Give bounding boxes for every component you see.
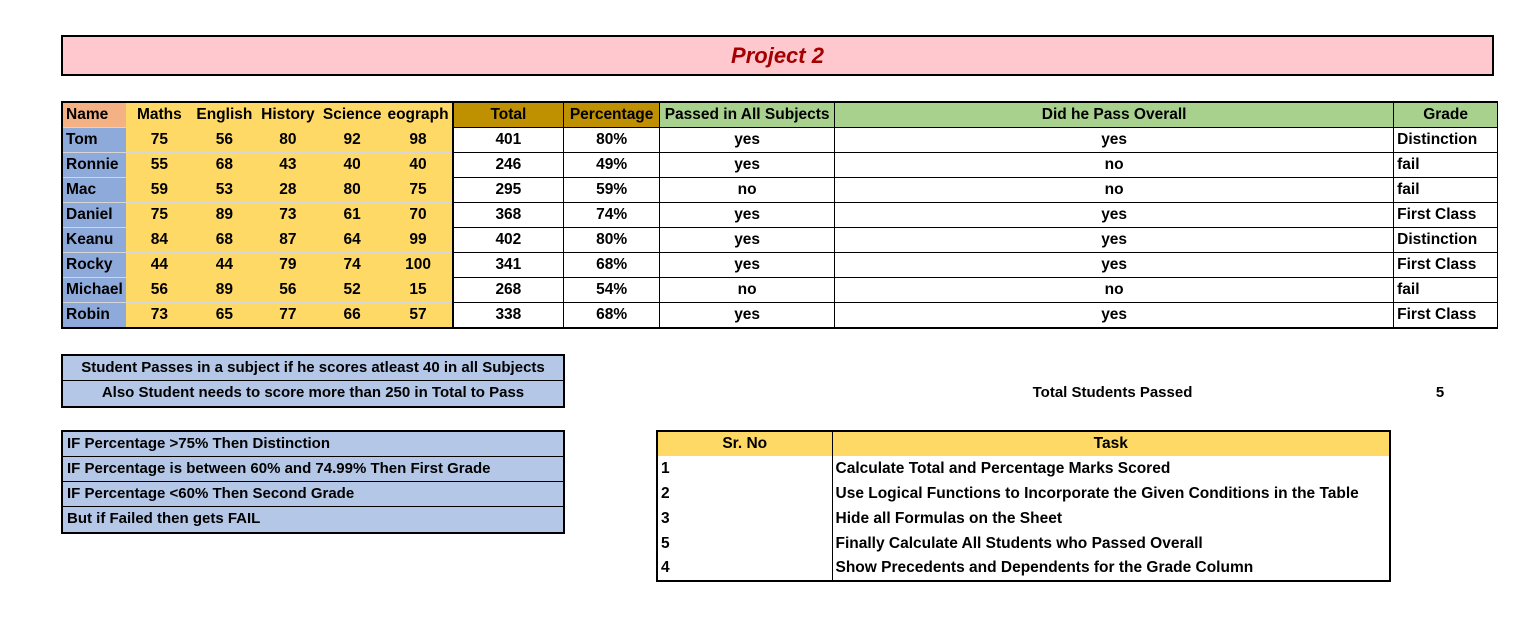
cell-grade[interactable]: Distinction bbox=[1394, 228, 1498, 253]
task-description[interactable]: Hide all Formulas on the Sheet bbox=[835, 509, 1063, 527]
cell-passed-all-subjects[interactable]: no bbox=[660, 178, 835, 203]
header-maths[interactable]: Maths bbox=[126, 102, 193, 128]
cell-history[interactable]: 56 bbox=[256, 278, 320, 303]
cell-grade[interactable]: fail bbox=[1394, 278, 1498, 303]
cell-history[interactable]: 43 bbox=[256, 153, 320, 178]
cell-total[interactable]: 368 bbox=[453, 203, 564, 228]
cell-percentage[interactable]: 59% bbox=[564, 178, 660, 203]
cell-english[interactable]: 53 bbox=[193, 178, 256, 203]
cell-name[interactable]: Keanu bbox=[62, 228, 126, 253]
cell-history[interactable]: 77 bbox=[256, 303, 320, 329]
cell-english[interactable]: 89 bbox=[193, 203, 256, 228]
header-english[interactable]: English bbox=[193, 102, 256, 128]
cell-maths[interactable]: 55 bbox=[126, 153, 193, 178]
cell-name[interactable]: Rocky bbox=[62, 253, 126, 278]
cell-passed-all-subjects[interactable]: yes bbox=[660, 203, 835, 228]
header-science[interactable]: Science bbox=[320, 102, 385, 128]
cell-percentage[interactable]: 68% bbox=[564, 253, 660, 278]
tasks-header-row bbox=[657, 431, 1390, 456]
cell-english[interactable]: 89 bbox=[193, 278, 256, 303]
cell-pass-overall[interactable]: yes bbox=[835, 228, 1394, 253]
cell-history[interactable]: 79 bbox=[256, 253, 320, 278]
student-marks-table bbox=[61, 101, 1498, 329]
cell-maths[interactable]: 84 bbox=[126, 228, 193, 253]
cell-name[interactable]: Daniel bbox=[62, 203, 126, 228]
task-row bbox=[657, 531, 1390, 556]
cell-name[interactable]: Tom bbox=[62, 128, 126, 153]
task-row bbox=[657, 506, 1390, 531]
grade-rule[interactable]: But if Failed then gets FAIL bbox=[67, 510, 261, 527]
cell-total[interactable]: 295 bbox=[453, 178, 564, 203]
tasks-table bbox=[656, 430, 1391, 582]
table-row bbox=[62, 128, 1498, 153]
grade-rules-box bbox=[61, 430, 565, 534]
task-sr-no[interactable]: 4 bbox=[657, 556, 832, 581]
cell-geography[interactable]: 57 bbox=[384, 303, 452, 329]
project-title: Project 2 bbox=[731, 42, 824, 68]
cell-science[interactable]: 61 bbox=[320, 203, 385, 228]
header-pass-overall[interactable]: Did he Pass Overall bbox=[835, 102, 1394, 128]
task-sr-no[interactable]: 5 bbox=[657, 531, 832, 556]
cell-total[interactable]: 401 bbox=[453, 128, 564, 153]
cell-grade[interactable]: fail bbox=[1394, 153, 1498, 178]
cell-pass-overall[interactable]: yes bbox=[835, 303, 1394, 329]
cell-total[interactable]: 341 bbox=[453, 253, 564, 278]
cell-name[interactable]: Mac bbox=[62, 178, 126, 203]
cell-percentage[interactable]: 80% bbox=[564, 128, 660, 153]
cell-total[interactable]: 402 bbox=[453, 228, 564, 253]
task-row bbox=[657, 556, 1390, 581]
cell-grade[interactable]: Distinction bbox=[1394, 128, 1498, 153]
cell-english[interactable]: 56 bbox=[193, 128, 256, 153]
cell-grade[interactable]: First Class bbox=[1394, 253, 1498, 278]
cell-maths[interactable]: 59 bbox=[126, 178, 193, 203]
cell-percentage[interactable]: 54% bbox=[564, 278, 660, 303]
cell-geography[interactable]: 75 bbox=[384, 178, 452, 203]
table-row bbox=[62, 278, 1498, 303]
task-description[interactable]: Finally Calculate All Students who Passed Overall bbox=[835, 534, 1203, 552]
cell-history[interactable]: 28 bbox=[256, 178, 320, 203]
pass-rule[interactable]: Student Passes in a subject if he scores atleast 40 in all Subjects bbox=[63, 356, 563, 381]
cell-pass-overall[interactable]: yes bbox=[835, 128, 1394, 153]
task-row bbox=[657, 456, 1390, 481]
task-row bbox=[657, 481, 1390, 506]
cell-maths[interactable]: 73 bbox=[126, 303, 193, 329]
cell-english[interactable]: 65 bbox=[193, 303, 256, 329]
table-header-row bbox=[62, 102, 1498, 128]
grade-rule[interactable]: IF Percentage <60% Then Second Grade bbox=[63, 482, 563, 507]
cell-percentage[interactable]: 80% bbox=[564, 228, 660, 253]
table-row bbox=[62, 203, 1498, 228]
cell-maths[interactable]: 44 bbox=[126, 253, 193, 278]
cell-geography[interactable]: 40 bbox=[384, 153, 452, 178]
cell-geography[interactable]: 98 bbox=[384, 128, 452, 153]
task-sr-no[interactable]: 2 bbox=[657, 481, 832, 506]
cell-total[interactable]: 268 bbox=[453, 278, 564, 303]
cell-english[interactable]: 68 bbox=[193, 153, 256, 178]
cell-grade[interactable]: First Class bbox=[1394, 303, 1498, 329]
cell-passed-all-subjects[interactable]: yes bbox=[660, 303, 835, 329]
cell-geography[interactable]: 100 bbox=[384, 253, 452, 278]
table-row bbox=[62, 253, 1498, 278]
task-description[interactable]: Show Precedents and Dependents for the Grade Column bbox=[835, 559, 1254, 576]
task-sr-no[interactable]: 1 bbox=[657, 456, 832, 481]
project-title-banner[interactable] bbox=[61, 35, 1494, 76]
cell-history[interactable]: 87 bbox=[256, 228, 320, 253]
cell-passed-all-subjects[interactable]: yes bbox=[660, 153, 835, 178]
header-passed-all-subjects[interactable]: Passed in All Subjects bbox=[660, 102, 835, 128]
cell-total[interactable]: 338 bbox=[453, 303, 564, 329]
header-grade[interactable]: Grade bbox=[1394, 102, 1498, 128]
cell-name[interactable]: Robin bbox=[62, 303, 126, 329]
header-name[interactable]: Name bbox=[62, 102, 126, 128]
cell-history[interactable]: 80 bbox=[256, 128, 320, 153]
cell-passed-all-subjects[interactable]: yes bbox=[660, 228, 835, 253]
total-students-passed-value[interactable]: 5 bbox=[1435, 384, 1445, 401]
cell-passed-all-subjects[interactable]: yes bbox=[660, 128, 835, 153]
cell-science[interactable]: 52 bbox=[320, 278, 385, 303]
task-sr-no[interactable]: 3 bbox=[657, 506, 832, 531]
cell-pass-overall[interactable]: no bbox=[835, 178, 1394, 203]
cell-percentage[interactable]: 68% bbox=[564, 303, 660, 329]
cell-maths[interactable]: 75 bbox=[126, 128, 193, 153]
cell-percentage[interactable]: 74% bbox=[564, 203, 660, 228]
cell-pass-overall[interactable]: no bbox=[835, 153, 1394, 178]
header-history[interactable]: History bbox=[256, 102, 320, 128]
cell-grade[interactable]: fail bbox=[1394, 178, 1498, 203]
cell-passed-all-subjects[interactable]: no bbox=[660, 278, 835, 303]
cell-pass-overall[interactable]: no bbox=[835, 278, 1394, 303]
tasks-header-task[interactable]: Task bbox=[832, 431, 1390, 456]
table-row bbox=[62, 303, 1498, 329]
cell-science[interactable]: 66 bbox=[320, 303, 385, 329]
cell-passed-all-subjects[interactable]: yes bbox=[660, 253, 835, 278]
cell-name[interactable]: Michael bbox=[62, 278, 126, 303]
task-description[interactable]: Calculate Total and Percentage Marks Scored bbox=[835, 459, 1171, 477]
cell-name[interactable]: Ronnie bbox=[62, 153, 126, 178]
cell-total[interactable]: 246 bbox=[453, 153, 564, 178]
cell-english[interactable]: 68 bbox=[193, 228, 256, 253]
table-row bbox=[62, 178, 1498, 203]
cell-geography[interactable]: 15 bbox=[384, 278, 452, 303]
table-row bbox=[62, 228, 1498, 253]
header-total[interactable]: Total bbox=[453, 102, 564, 128]
cell-pass-overall[interactable]: yes bbox=[835, 203, 1394, 228]
header-percentage[interactable]: Percentage bbox=[564, 102, 660, 128]
table-row bbox=[62, 153, 1498, 178]
cell-science[interactable]: 74 bbox=[320, 253, 385, 278]
cell-science[interactable]: 92 bbox=[320, 128, 385, 153]
grade-rule[interactable]: IF Percentage is between 60% and 74.99% Then First Grade bbox=[63, 457, 563, 482]
cell-maths[interactable]: 75 bbox=[126, 203, 193, 228]
cell-geography[interactable]: 70 bbox=[384, 203, 452, 228]
cell-geography[interactable]: 99 bbox=[384, 228, 452, 253]
cell-english[interactable]: 44 bbox=[193, 253, 256, 278]
pass-rules-box bbox=[61, 354, 565, 408]
cell-history[interactable]: 73 bbox=[256, 203, 320, 228]
cell-grade[interactable]: First Class bbox=[1394, 203, 1498, 228]
cell-science[interactable]: 40 bbox=[320, 153, 385, 178]
cell-science[interactable]: 80 bbox=[320, 178, 385, 203]
tasks-header-sr-no[interactable]: Sr. No bbox=[657, 431, 832, 456]
cell-science[interactable]: 64 bbox=[320, 228, 385, 253]
task-description[interactable]: Use Logical Functions to Incorporate the Given Conditions in the Table bbox=[835, 484, 1359, 502]
pass-rule[interactable]: Also Student needs to score more than 250 in Total to Pass bbox=[101, 384, 525, 401]
header-geography[interactable]: eograph bbox=[384, 102, 452, 128]
cell-pass-overall[interactable]: yes bbox=[835, 253, 1394, 278]
total-students-passed-label[interactable]: Total Students Passed bbox=[1032, 384, 1193, 401]
grade-rule[interactable]: IF Percentage >75% Then Distinction bbox=[63, 432, 563, 457]
cell-percentage[interactable]: 49% bbox=[564, 153, 660, 178]
cell-maths[interactable]: 56 bbox=[126, 278, 193, 303]
